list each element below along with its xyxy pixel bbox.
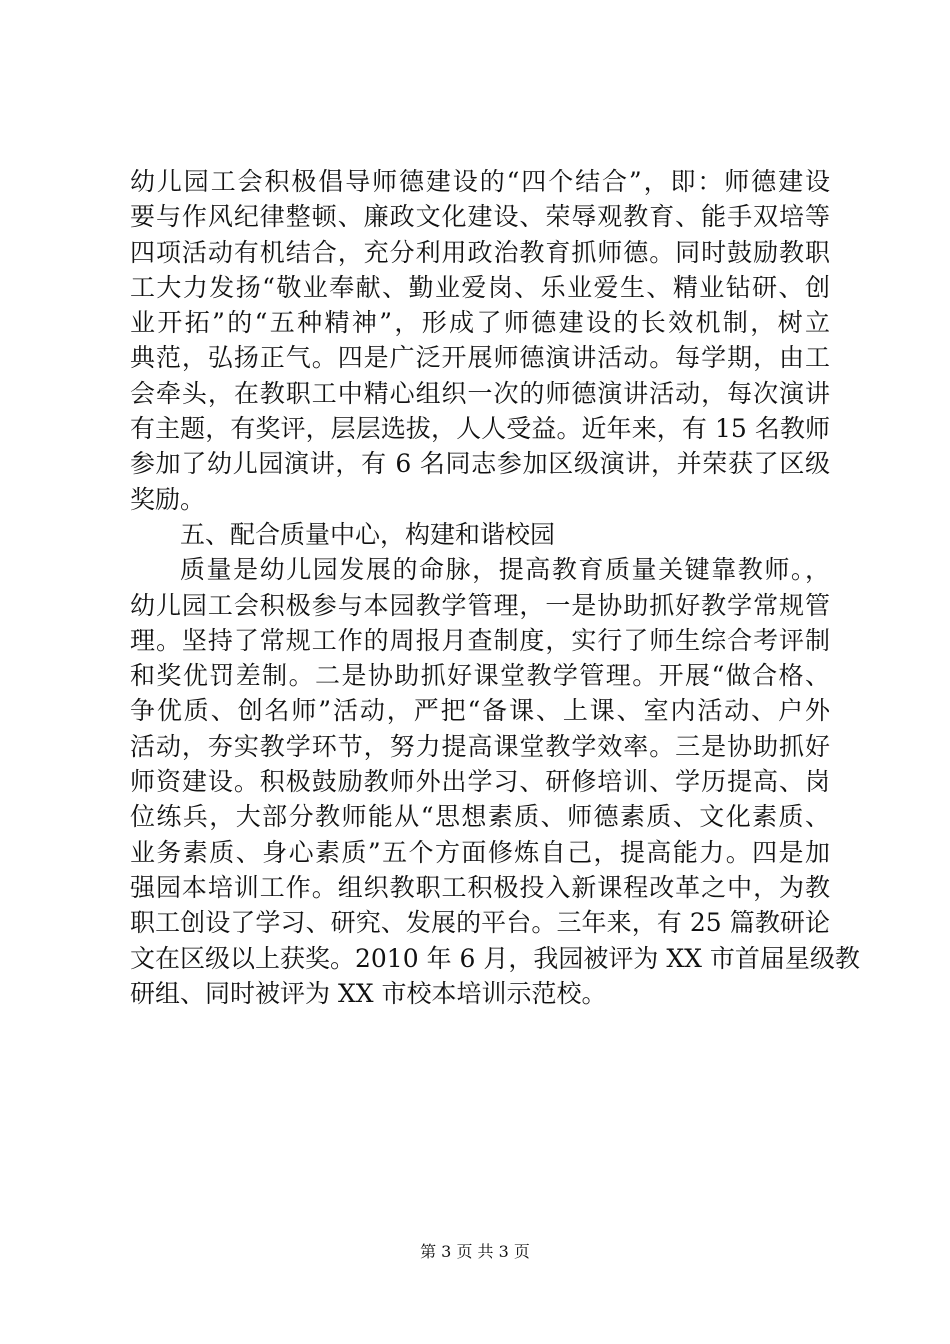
text-line: 工大力发扬“敬业奉献、勤业爱岗、乐业爱生、精业钻研、创 [130,272,830,302]
text-line: 奖励。 [130,484,206,514]
text-line: 职工创设了学习、研究、发展的平台。三年来，有 25 篇教研论 [130,908,830,938]
text-line: 研组、同时被评为 XX 市校本培训示范校。 [130,978,607,1008]
text-line: 师资建设。积极鼓励教师外出学习、研修培训、学历提高、岗 [130,767,830,797]
text-line: 业开拓”的“五种精神”，形成了师德建设的长效机制，树立 [130,308,830,338]
text-line: 强园本培训工作。组织教职工积极投入新课程改革之中，为教 [130,872,830,902]
text-line: 幼儿园工会积极参与本园教学管理，一是协助抓好教学常规管 [130,590,830,620]
body-text [130,164,860,1011]
text-line: 业务素质、身心素质”五个方面修炼自己，提高能力。四是加 [130,837,830,867]
section-heading: 五、配合质量中心，构建和谐校园 [180,519,556,549]
text-line: 会牵头，在教职工中精心组织一次的师德演讲活动，每次演讲 [130,378,830,408]
text-line: 参加了幼儿园演讲，有 6 名同志参加区级演讲，并荣获了区级 [130,449,830,479]
text-line: 四项活动有机结合，充分利用政治教育抓师德。同时鼓励教职 [130,237,830,267]
text-line: 和奖优罚差制。二是协助抓好课堂教学管理。开展“做合格、 [130,661,830,691]
text-line: 理。坚持了常规工作的周报月查制度，实行了师生综合考评制 [130,625,830,655]
text-line: 文在区级以上获奖。2010 年 6 月，我园被评为 XX 市首届星级教 [130,943,860,973]
text-line: 质量是幼儿园发展的命脉，提高教育质量关键靠教师。， [180,555,830,585]
page-footer: 第 3 页 共 3 页 [420,1242,530,1261]
text-line: 位练兵，大部分教师能从“思想素质、师德素质、文化素质、 [130,802,830,832]
text-line: 要与作风纪律整顿、廉政文化建设、荣辱观教育、能手双培等 [130,202,830,232]
text-line: 典范，弘扬正气。四是广泛开展师德演讲活动。每学期，由工 [130,343,830,373]
text-line: 活动，夯实教学环节，努力提高课堂教学效率。三是协助抓好 [130,731,830,761]
text-line: 争优质、创名师”活动，严把“备课、上课、室内活动、户外 [130,696,830,726]
text-line: 幼儿园工会积极倡导师德建设的“四个结合”，即：师德建设 [130,167,830,196]
text-line: 有主题，有奖评，层层选拔，人人受益。近年来，有 15 名教师 [130,414,830,444]
